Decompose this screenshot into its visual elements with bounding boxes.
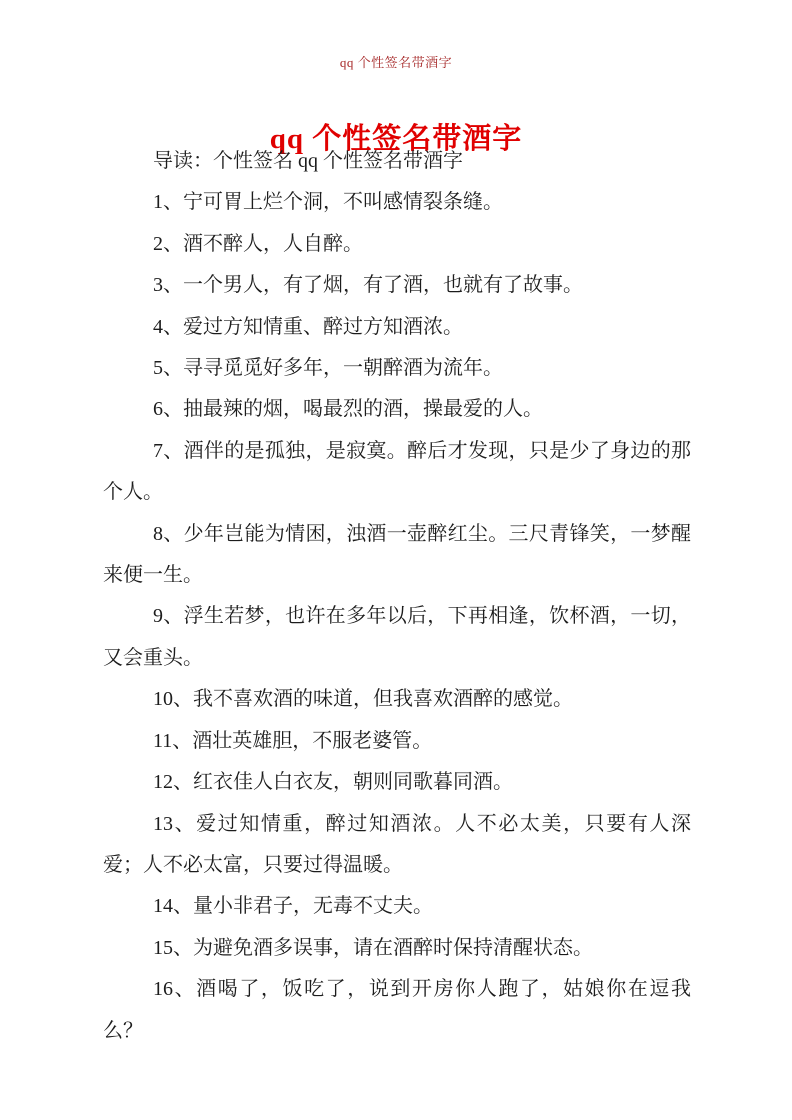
page-header-title: qq 个性签名带酒字 [339, 55, 453, 70]
quote-paragraph: 7、酒伴的是孤独，是寂寞。醉后才发现，只是少了身边的那个人。 [103, 439, 691, 504]
quote-paragraph: 2、酒不醉人，人自醉。 [153, 232, 363, 255]
document-title: qq 个性签名带酒字 [269, 123, 523, 156]
quote-paragraph: 5、寻寻觅觅好多年，一朝醉酒为流年。 [153, 357, 503, 380]
quote-paragraph: 6、抽最辣的烟，喝最烈的酒，操最爱的人。 [153, 398, 543, 421]
quote-paragraph: 10、我不喜欢酒的味道，但我喜欢酒醉的感觉。 [153, 688, 573, 711]
quote-paragraph: 14、量小非君子，无毒不丈夫。 [153, 895, 433, 918]
quote-paragraph: 9、浮生若梦，也许在多年以后，下再相逢，饮杯酒，一切，又会重头。 [103, 605, 691, 669]
quote-paragraph: 4、爱过方知情重、醉过方知酒浓。 [153, 315, 463, 338]
quote-paragraph: 3、一个男人，有了烟，有了酒，也就有了故事。 [153, 274, 583, 297]
quote-paragraph: 13、爱过知情重，醉过知酒浓。人不必太美，只要有人深爱；人不必太富，只要过得温暖。 [103, 812, 691, 876]
quote-list [103, 182, 691, 1052]
document-body [103, 141, 691, 1052]
lead-paragraph: 导读：个性签名 qq 个性签名带酒字 [153, 150, 463, 172]
quote-paragraph: 8、少年岂能为情困，浊酒一壶醉红尘。三尺青锋笑，一梦醒来便一生。 [103, 522, 691, 587]
quote-paragraph: 1、宁可胃上烂个洞，不叫感情裂条缝。 [153, 191, 503, 214]
quote-paragraph: 12、红衣佳人白衣友，朝则同歌暮同酒。 [153, 771, 513, 794]
quote-paragraph: 16、酒喝了，饭吃了，说到开房你人跑了，姑娘你在逗我么？ [103, 978, 691, 1042]
quote-paragraph: 11、酒壮英雄胆，不服老婆管。 [153, 729, 433, 752]
quote-paragraph: 15、为避免酒多误事，请在酒醉时保持清醒状态。 [153, 936, 593, 959]
